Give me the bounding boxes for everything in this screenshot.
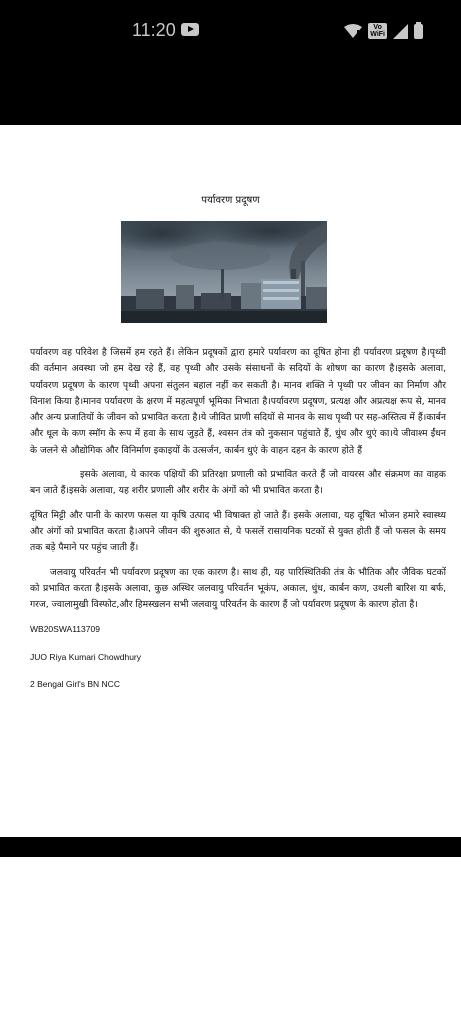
paragraph-4: जलवायु परिवर्तन भी पर्यावरण प्रदूषण का एक कारण है। साथ ही, यह पारिस्थितिकी तंत्र के भौतिक और जैविक घटकों को प्रभावित करता है।इसके अलावा, कुछ अस्थिर जलवायु परिवर्तन भूकंप, अकाल, धुंध, कार्बन कण, उथली बारिश या बर्फ, गरज, ज्वालामुखी विस्फोट,और हिमस्खलन सभी जलवायु परिवर्तन के कारण हैं जो पर्यावरण प्रदूषण के कारण होता है। [30, 566, 446, 611]
document-page [0, 125, 461, 837]
signal-icon [393, 24, 408, 39]
empty-area [0, 857, 461, 1024]
factory-smoke-image [121, 221, 327, 323]
status-icons [344, 22, 423, 40]
paragraph-1: पर्यावरण वह परिवेश है जिसमें हम रहते हैं। लेकिन प्रदूषकों द्वारा हमारे पर्यावरण का दूषित होना ही पर्यावरण प्रदूषण है।पृथ्वी की वर्तमान अवस्था जो हम देख रहे हैं, वह पृथ्वी और उसके संसाधनों के सदियों के शोषण का कारण है।इसके अलावा, पर्यावरण प्रदूषण के कारण पृथ्वी अपना संतुलन बहाल नहीं कर सकती है। मानव शक्ति ने पृथ्वी पर जीवन का निर्माण और विनाश किया है।मानव पर्यावरण के क्षरण में महत्वपूर्ण भूमिका निभाता है।पर्यावरण प्रदूषण, प्रत्यक्ष और अप्रत्यक्ष रूप से, मानव और अन्य प्रजातियों के जीवन को प्रभावित करता है।ये जीवित प्राणी सदियों से मानव के साथ पृथ्वी पर सह-अस्तित्व में हैं।कार्बन और धूल के कण स्मॉग के रूप में हवा के साथ जुड़ते हैं, श्वसन तंत्र को नुकसान पहुंचाते हैं, धुंध और धुएं का।ये जीवाश्म ईंधन के जलने से औद्योगिक और विनिर्माण इकाइयों के उत्सर्जन, कार्बन धुएं के वाहन दहन के कारण होते हैं [30, 347, 446, 456]
signature-name: JUO Riya Kumari Chowdhury [30, 651, 142, 662]
battery-icon [414, 24, 423, 39]
status-bar [0, 0, 461, 62]
viewer-divider [0, 837, 461, 857]
document-title: पर्यावरण प्रदूषण [201, 195, 260, 206]
volte-wifi-icon: Vo WiFi [370, 24, 385, 38]
wifi-icon [344, 24, 362, 38]
clock: 11:20 [132, 20, 176, 40]
paragraph-3: दूषित मिट्टी और पानी के कारण फसल या कृषि उत्पाद भी विषाक्त हो जाते हैं। इसके अलावा, यह दूषित भोजन हमारे स्वास्थ्य और अंगों को प्रभावित करता है।अपने जीवन की शुरुआत से, ये फसलें रासायनिक घटकों से युक्त होती हैं जो फसल के समय तक बड़े पैमाने पर पहुंच जाती हैं। [30, 509, 446, 554]
signature-unit: 2 Bengal Girl's BN NCC [30, 679, 120, 690]
youtube-icon [181, 23, 199, 36]
pollution-photo [121, 221, 327, 323]
paragraph-2: इसके अलावा, ये कारक पक्षियों की प्रतिरक्षा प्रणाली को प्रभावित करते हैं जो वायरस और संक्रमण का वाहक बन जाते हैं।इसके अलावा, यह शरीर प्रणाली और शरीर के अंगों को भी प्रभावित करता है। [30, 469, 446, 497]
signature-id: WB20SWA113709 [30, 624, 100, 635]
document-body [30, 345, 446, 703]
